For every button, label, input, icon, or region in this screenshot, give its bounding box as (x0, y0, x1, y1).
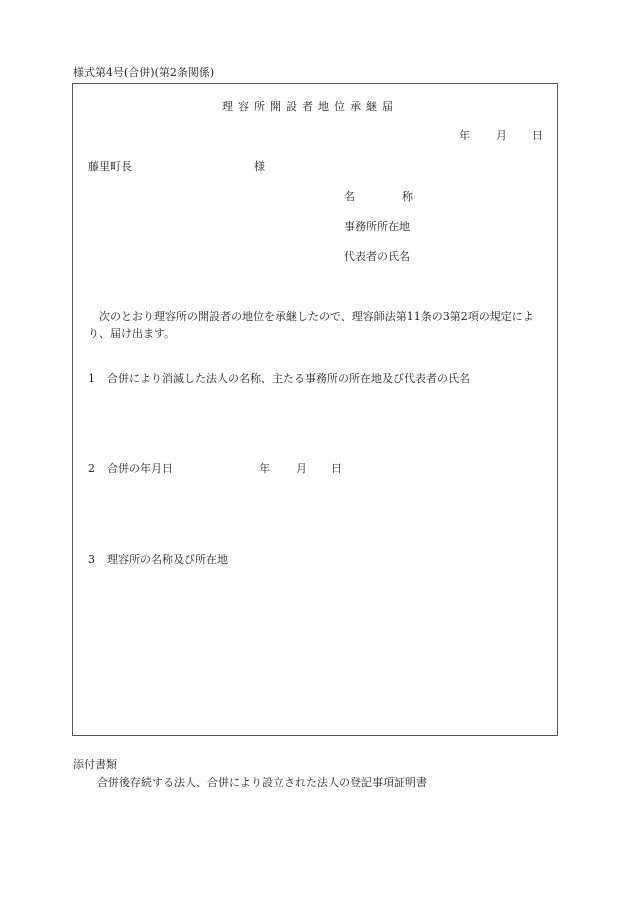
item-3-number: 3 (88, 553, 95, 566)
item-2-number: 2 (88, 462, 95, 475)
addressee-name: 藤里町長 (88, 160, 132, 173)
item-1-number: 1 (88, 372, 95, 385)
form-title: 理容所開設者地位承継届 (222, 100, 398, 113)
attachments-text: 合併後存続する法人、合併により設立された法人の登記事項証明書 (97, 776, 427, 789)
form-box (72, 83, 558, 736)
item-3-text: 理容所の名称及び所在地 (107, 553, 228, 566)
form-number: 様式第4号(合併)(第2条関係) (73, 66, 215, 79)
date-year: 年 (459, 129, 470, 142)
applicant-representative-label: 代表者の氏名 (344, 250, 410, 263)
attachments-heading: 添付書類 (73, 758, 117, 771)
item-2-text: 合併の年月日 (107, 462, 173, 475)
body-text-line-1: 次のとおり理容所の開設者の地位を承継したので、理容師法第11条の3第2項の規定によ (99, 310, 534, 323)
addressee-honorific: 様 (254, 160, 265, 173)
date-month: 月 (496, 129, 507, 142)
item-2-day: 日 (331, 462, 342, 475)
item-2-month: 月 (296, 462, 307, 475)
applicant-name-label-2: 称 (402, 190, 413, 203)
body-text-line-2: り、届け出ます。 (88, 327, 176, 340)
applicant-name-label-1: 名 (344, 190, 355, 203)
item-1-text: 合併により消滅した法人の名称、主たる事務所の所在地及び代表者の氏名 (107, 372, 470, 385)
date-day: 日 (532, 129, 543, 142)
item-2-year: 年 (259, 462, 270, 475)
applicant-office-label: 事務所所在地 (344, 220, 410, 233)
